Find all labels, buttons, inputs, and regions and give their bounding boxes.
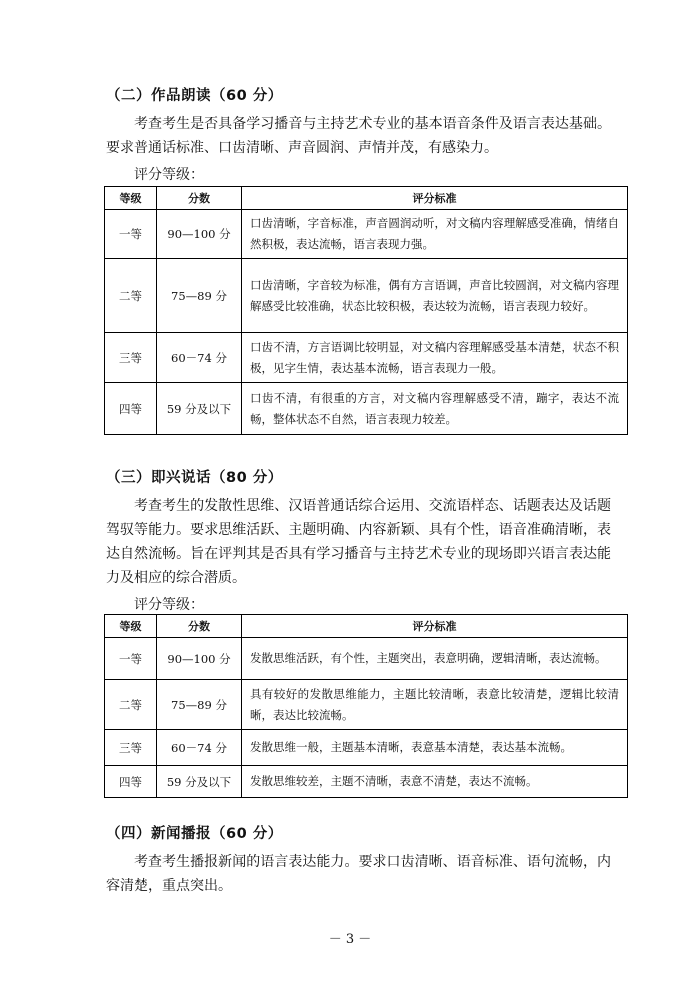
criteria-cell: 具有较好的发散思维能力，主题比较清晰，表意比较清楚，逻辑比较清晰，表达比较流畅。: [242, 680, 628, 730]
criteria-cell: 口齿不清，方言语调比较明显，对文稿内容理解感受基本清楚，状态不积极，见字生情，表达基本流畅，语言表现力一般。: [242, 333, 628, 383]
column-header-score: 分数: [157, 615, 242, 638]
table-header-row: [105, 187, 628, 210]
section3-grade-table: [104, 614, 628, 798]
level-cell: 三等: [105, 333, 157, 383]
table-row: [105, 210, 628, 259]
table-row: [105, 730, 628, 766]
section2-heading: （二）作品朗读（60 分）: [106, 88, 283, 104]
level-cell: 一等: [105, 638, 157, 680]
level-cell: 三等: [105, 730, 157, 766]
column-header-score: 分数: [157, 187, 242, 210]
section3-heading: （三）即兴说话（80 分）: [106, 470, 283, 486]
level-cell: 二等: [105, 259, 157, 333]
section3-paragraph: 考查考生的发散性思维、汉语普通话综合运用、交流语样态、话题表达及话题驾驭等能力。要求思维活跃、主题明确、内容新颖、具有个性，语音准确清晰，表达自然流畅。旨在评判其是否具有学习播音与主持艺术专业的现场即兴语言表达能力及相应的综合潜质。: [106, 498, 611, 586]
score-cell: 59 分及以下: [157, 766, 242, 798]
table-row: [105, 333, 628, 383]
score-cell: 60－74 分: [157, 333, 242, 383]
score-cell: 60－74 分: [157, 730, 242, 766]
table-header-row: [105, 615, 628, 638]
criteria-cell: 发散思维活跃，有个性，主题突出，表意明确，逻辑清晰，表达流畅。: [242, 638, 628, 680]
level-cell: 一等: [105, 210, 157, 259]
level-cell: 四等: [105, 766, 157, 798]
section2-paragraph: 考查考生是否具备学习播音与主持艺术专业的基本语音条件及语言表达基础。要求普通话标准、口齿清晰、声音圆润、声情并茂，有感染力。: [106, 116, 611, 156]
column-header-criteria: 评分标准: [242, 187, 628, 210]
criteria-cell: 发散思维一般，主题基本清晰，表意基本清楚，表达基本流畅。: [242, 730, 628, 766]
table-row: [105, 766, 628, 798]
score-cell: 59 分及以下: [157, 383, 242, 435]
score-cell: 75—89 分: [157, 680, 242, 730]
column-header-level: 等级: [105, 615, 157, 638]
score-cell: 75—89 分: [157, 259, 242, 333]
criteria-cell: 口齿不清，有很重的方言，对文稿内容理解感受不清，蹦字，表达不流畅，整体状态不自然，语言表现力较差。: [242, 383, 628, 435]
section2-grade-table: [104, 186, 628, 435]
level-cell: 二等: [105, 680, 157, 730]
section2-grade-label: 评分等级：: [134, 167, 204, 183]
criteria-cell: 口齿清晰，字音标准，声音圆润动听，对文稿内容理解感受准确，情绪自然积极，表达流畅，语言表现力强。: [242, 210, 628, 259]
level-cell: 四等: [105, 383, 157, 435]
page-number: － 3 －: [328, 932, 372, 947]
criteria-cell: 发散思维较差，主题不清晰，表意不清楚，表达不流畅。: [242, 766, 628, 798]
section3-grade-label: 评分等级：: [134, 597, 204, 613]
section4-paragraph: 考查考生播报新闻的语言表达能力。要求口齿清晰、语音标准、语句流畅，内容清楚，重点突出。: [106, 854, 611, 894]
column-header-criteria: 评分标准: [242, 615, 628, 638]
table-row: [105, 259, 628, 333]
column-header-level: 等级: [105, 187, 157, 210]
score-cell: 90—100 分: [157, 638, 242, 680]
criteria-cell: 口齿清晰，字音较为标准，偶有方言语调，声音比较圆润，对文稿内容理解感受比较准确，状态比较积极，表达较为流畅，语言表现力较好。: [242, 259, 628, 333]
table-row: [105, 638, 628, 680]
table-row: [105, 383, 628, 435]
section4-heading: （四）新闻播报（60 分）: [106, 826, 283, 842]
score-cell: 90—100 分: [157, 210, 242, 259]
table-row: [105, 680, 628, 730]
